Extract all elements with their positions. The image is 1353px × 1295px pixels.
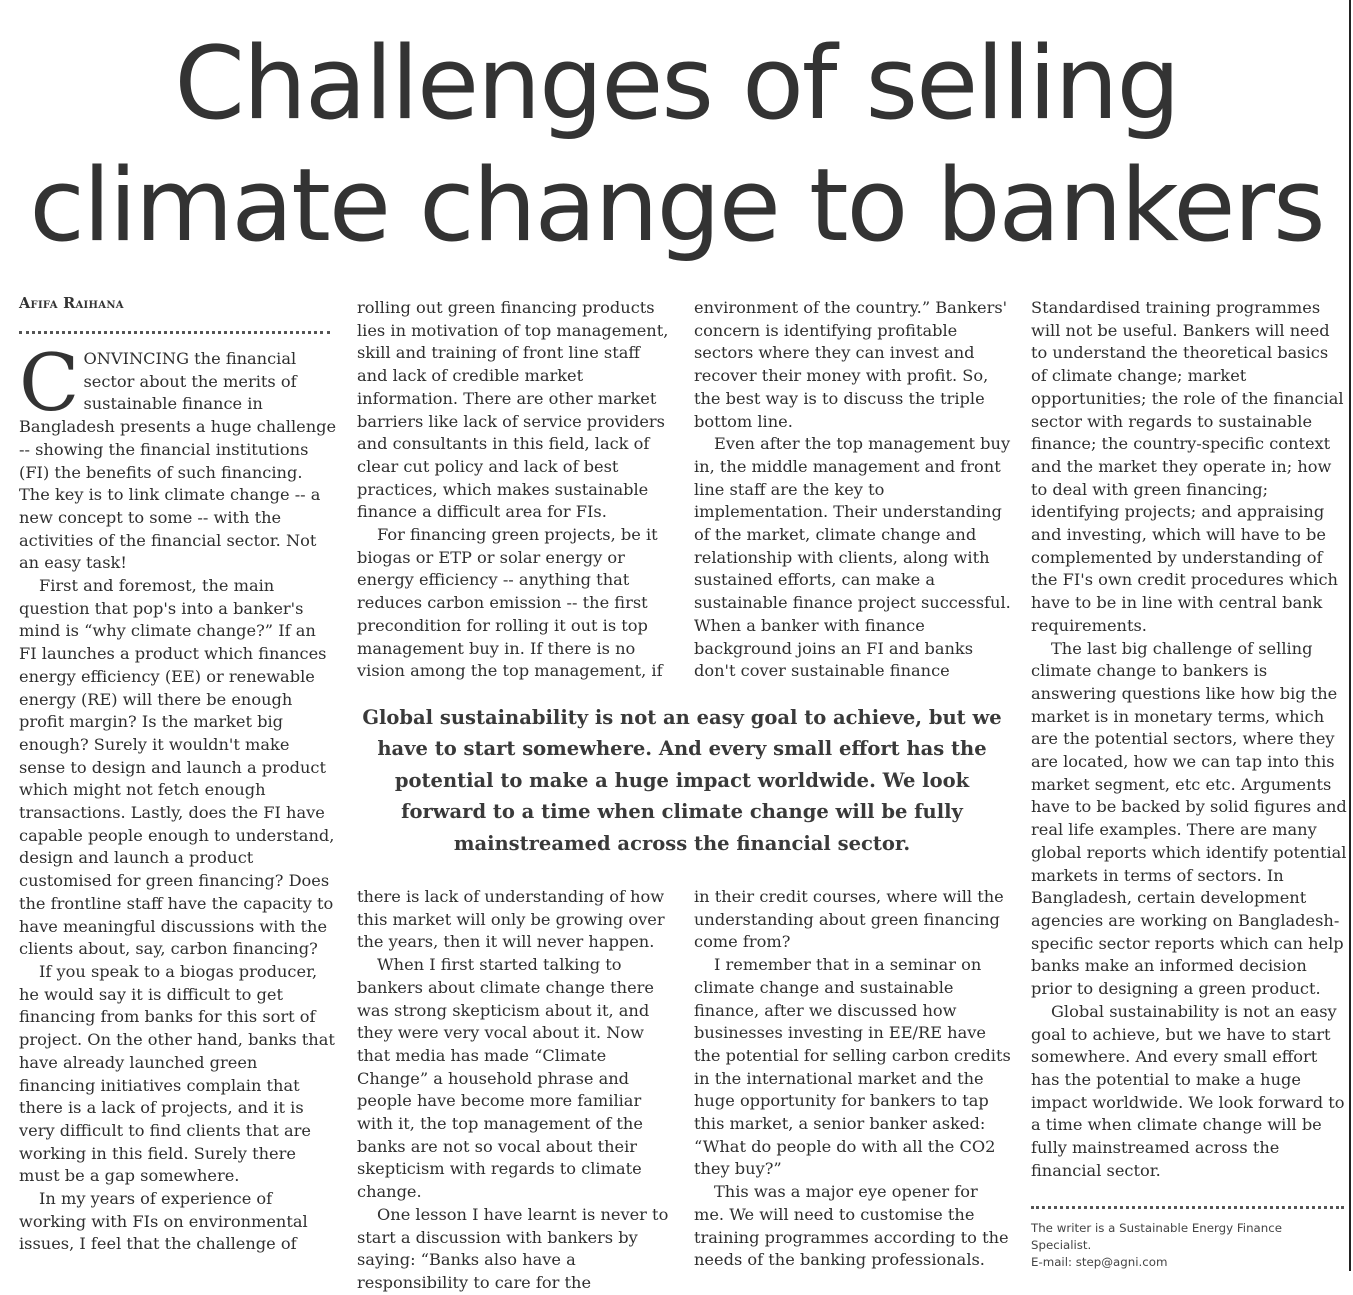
author-email: E-mail: step@agni.com <box>1031 1255 1168 1269</box>
column-1 <box>19 337 337 1271</box>
article-headline <box>0 22 1353 266</box>
paragraph: CONVINCING the financial sector about the merits of sustainable finance in Bangladesh presents a huge challenge -- showing the financial institutions (FI) the benefits of such financing. The key is to link climate change -- a new concept to some -- with the activities of the financial sector. Not an easy task! <box>19 337 337 573</box>
footer-divider <box>1031 1206 1344 1209</box>
author-note <box>1031 1220 1331 1271</box>
paragraph: In my years of experience of working with FIs on environmental issues, I feel that the challenge of <box>19 1189 308 1254</box>
author-byline: Afifa Raihana <box>19 295 124 312</box>
column-2-top <box>357 297 675 685</box>
paragraph: in their credit courses, where will the understanding about green financing come from? <box>694 887 1004 952</box>
pull-quote: Global sustainability is not an easy goal to achieve, but we have to start somewhere. And every small effort has the potential to make a huge impact worldwide. We look forward to a time when climate change will be fully mainstreamed across the financial sector. <box>362 706 1002 855</box>
paragraph: there is lack of understanding of how this market will only be growing over the years, then it will never happen. <box>357 887 665 952</box>
column-4 <box>1031 297 1349 1197</box>
paragraph: Even after the top management buy in, the middle management and front line staff are the key to implementation. Their understanding of the market, climate change and relationship with clients, along with sustained efforts, can make a sustainable finance project successful. When a banker with finance background joins an FI and banks don't cover sustainable finance <box>694 434 1011 681</box>
paragraph: For financing green projects, be it biogas or ETP or solar energy or energy efficiency -- anything that reduces carbon emission -- the first precondition for rolling it out is top management buy in. If there is no vision among the top management, if <box>357 525 663 681</box>
paragraph: If you speak to a biogas producer, he would say it is difficult to get financing from banks for this sort of project. On the other hand, banks that have already launched green financing initiatives complain that there is a lack of projects, and it is very difficult to find clients that are working in this field. Surely there must be a gap somewhere. <box>19 961 335 1186</box>
paragraph: environment of the country.” Bankers' concern is identifying profitable sectors where they can invest and recover their money with profit. So, the best way is to discuss the triple bottom line. <box>694 298 1008 431</box>
author-bio: The writer is a Sustainable Energy Finance Specialist. <box>1031 1221 1283 1252</box>
paragraph: Global sustainability is not an easy goal to achieve, but we have to start somewhere. And every small effort has the potential to make a huge impact worldwide. We look forward to a time when climate change will be fully mainstreamed across the financial sector. <box>1031 1001 1345 1180</box>
paragraph: I remember that in a seminar on climate change and sustainable finance, after we discussed how businesses investing in EE/RE have the potential for selling carbon credits in the international market and the huge opportunity for bankers to tap this market, a senior banker asked: “What do people do with all the CO2 they buy?” <box>694 955 1011 1179</box>
paragraph: When I first started talking to bankers about climate change there was strong skepticism about it, and they were very vocal about it. Now that media has made “Climate Change” a household phrase and people have become more familiar with it, the top management of the banks are not so vocal about their skepticism with regards to climate change. <box>357 955 654 1202</box>
paragraph: Standardised training programmes will not be useful. Bankers will need to understand the theoretical basics of climate change; market opportunities; the role of the financial sector with regards to sustainable finance; the country-specific context and the market they operate in; how to deal with green financing; identifying projects; and appraising and investing, which will have to be complemented by understanding of the FI's own credit procedures which have to be in line with central bank requirements. <box>1031 298 1344 635</box>
column-3-bottom <box>694 886 1012 1271</box>
paragraph: The last big challenge of selling climate change to bankers is answering questions like how big the market is in monetary terms, which are the potential sectors, where they are located, how we can tap into this market segment, etc etc. Arguments have to be backed by solid figures and real life examples. There are many global reports which identify potential markets in terms of sectors. In Bangladesh, certain development agencies are working on Bangladesh-specific sector reports which can help banks make an informed decision prior to designing a green product. <box>1031 638 1347 999</box>
paragraph: One lesson I have learnt is never to start a discussion with bankers by saying: “Banks also have a responsibility to care for the <box>357 1204 669 1292</box>
paragraph: rolling out green financing products lies in motivation of top management, skill and training of front line staff and lack of credible market information. There are other market barriers like lack of service providers and consultants in this field, lack of clear cut policy and lack of best practices, which makes sustainable finance a difficult area for FIs. <box>357 298 669 522</box>
byline-divider <box>19 331 330 334</box>
paragraph: First and foremost, the main question that pop's into a banker's mind is “why climate change?” If an FI launches a product which finances energy efficiency (EE) or renewable energy (RE) will there be enough profit margin? Is the market big enough? Surely it wouldn't make sense to design and launch a product which might not fetch enough transactions. Lastly, does the FI have capable people enough to understand, design and launch a product customised for green financing? Does the frontline staff have the capacity to have meaningful discussions with the clients about, say, carbon financing? <box>19 576 335 959</box>
drop-cap: C <box>19 337 80 429</box>
headline-line-2: climate change to bankers <box>29 146 1324 264</box>
paragraph: This was a major eye opener for me. We will need to customise the training programmes according to the needs of the banking professionals. <box>694 1182 1009 1270</box>
column-3-top <box>694 297 1012 685</box>
headline-line-1: Challenges of selling <box>174 24 1179 142</box>
column-2-bottom <box>357 886 675 1292</box>
